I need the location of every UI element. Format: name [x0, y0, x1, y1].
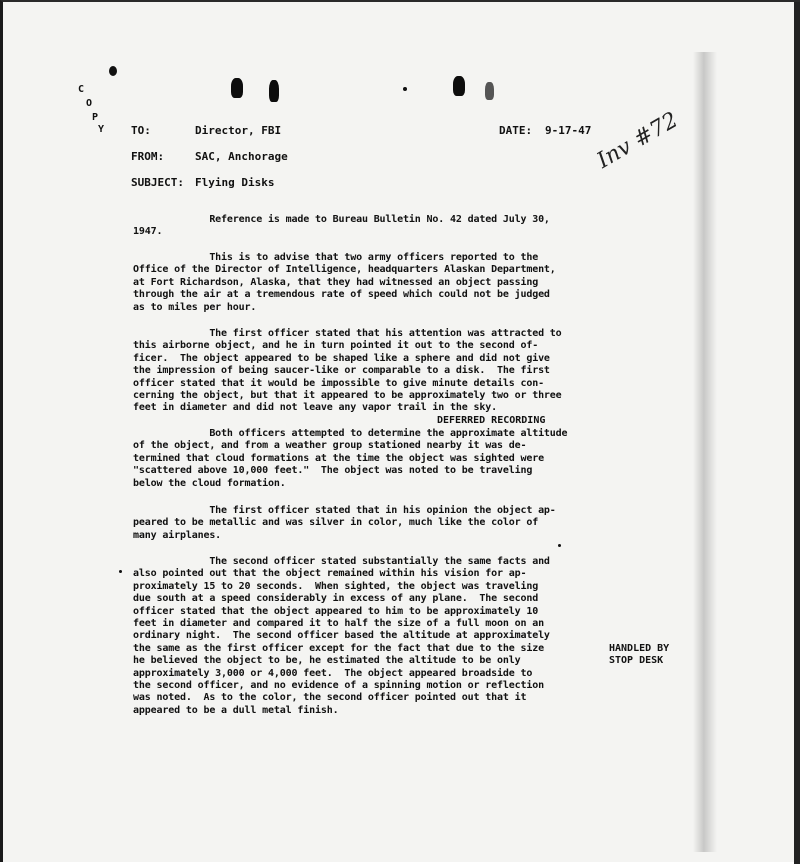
paragraph-metallic: The first officer stated that in his opinion the object ap- peared to be metallic and was silver in color, much like the color of many airplanes.	[133, 505, 556, 541]
paragraph-second-officer: The second officer stated substantially the same facts and also pointed out that the object remained within his vision for ap- proximately 15 to 20 seconds. When sighted, the object was traveling due south at a speed considerably in excess of any plane. The second officer stated that the object appeared to him to be approximately 10 feet in diameter and compared it to half the size of a full moon on an ordinary night. The second officer based the altitude at approximately the same as the first officer except for the fact that due to the size he believed the object to be, he estimated the altitude to be only approximately 3,000 or 4,000 feet. The object appeared broadside to the second officer, and no evidence of a spinning motion or reflection was noted. As to the color, the second officer pointed out that it appeared to be a dull metal finish.	[133, 556, 550, 716]
staple-mark	[485, 82, 494, 100]
to-label: TO:	[131, 124, 151, 137]
paragraph-reference: Reference is made to Bureau Bulletin No. 42 dated July 30, 1947.	[133, 214, 550, 238]
handwritten-note: Inv #72	[593, 107, 683, 174]
staple-mark	[231, 78, 243, 98]
speck	[558, 544, 561, 547]
to-value: Director, FBI	[195, 124, 282, 137]
from-label: FROM:	[131, 150, 165, 163]
copy-letter: Y	[98, 124, 105, 135]
speck	[119, 570, 122, 573]
paragraph-report: This is to advise that two army officers reported to the Office of the Director of Intelligence, headquarters Alaskan Department, at Fort Richardson, Alaska, that they had witnessed an object passing through the air at a tremendous rate of speed which could not be judged as to miles per hour.	[133, 252, 556, 313]
handled-by-stamp: HANDLED BY STOP DESK	[609, 643, 670, 666]
date-value: 9-17-47	[545, 124, 592, 137]
page-edge	[794, 2, 800, 864]
speck	[109, 66, 117, 76]
copy-letter: P	[92, 112, 99, 123]
date-label: DATE:	[499, 124, 533, 137]
subject-value: Flying Disks	[195, 176, 275, 189]
deferred-recording-stamp: DEFERRED RECORDING	[437, 415, 546, 426]
speck	[403, 87, 407, 91]
staple-mark	[453, 76, 465, 96]
paragraph-first-officer: The first officer stated that his attention was attracted to this airborne object, and he in turn pointed it out to the second of- ficer. The object appeared to be shaped like a sphere and did not give the impression of being saucer-like or comparable to a disk. The first officer stated that it would be impossible to give minute details con- cerning the object, but that it appeared to be approximately two or three feet in diameter and did not leave any vapor trail in the sky.	[133, 328, 562, 414]
subject-label: SUBJECT:	[131, 176, 184, 189]
from-value: SAC, Anchorage	[195, 150, 288, 163]
copy-letter: O	[86, 98, 93, 109]
scan-shadow	[693, 52, 717, 852]
copy-letter: C	[78, 84, 85, 95]
staple-mark	[269, 80, 279, 102]
paragraph-altitude: Both officers attempted to determine the approximate altitude of the object, and from a weather group stationed nearby it was de- termined that cloud formations at the time the object was sighted were "scattered above 10,000 feet." The object was noted to be traveling below the cloud formation.	[133, 428, 568, 489]
